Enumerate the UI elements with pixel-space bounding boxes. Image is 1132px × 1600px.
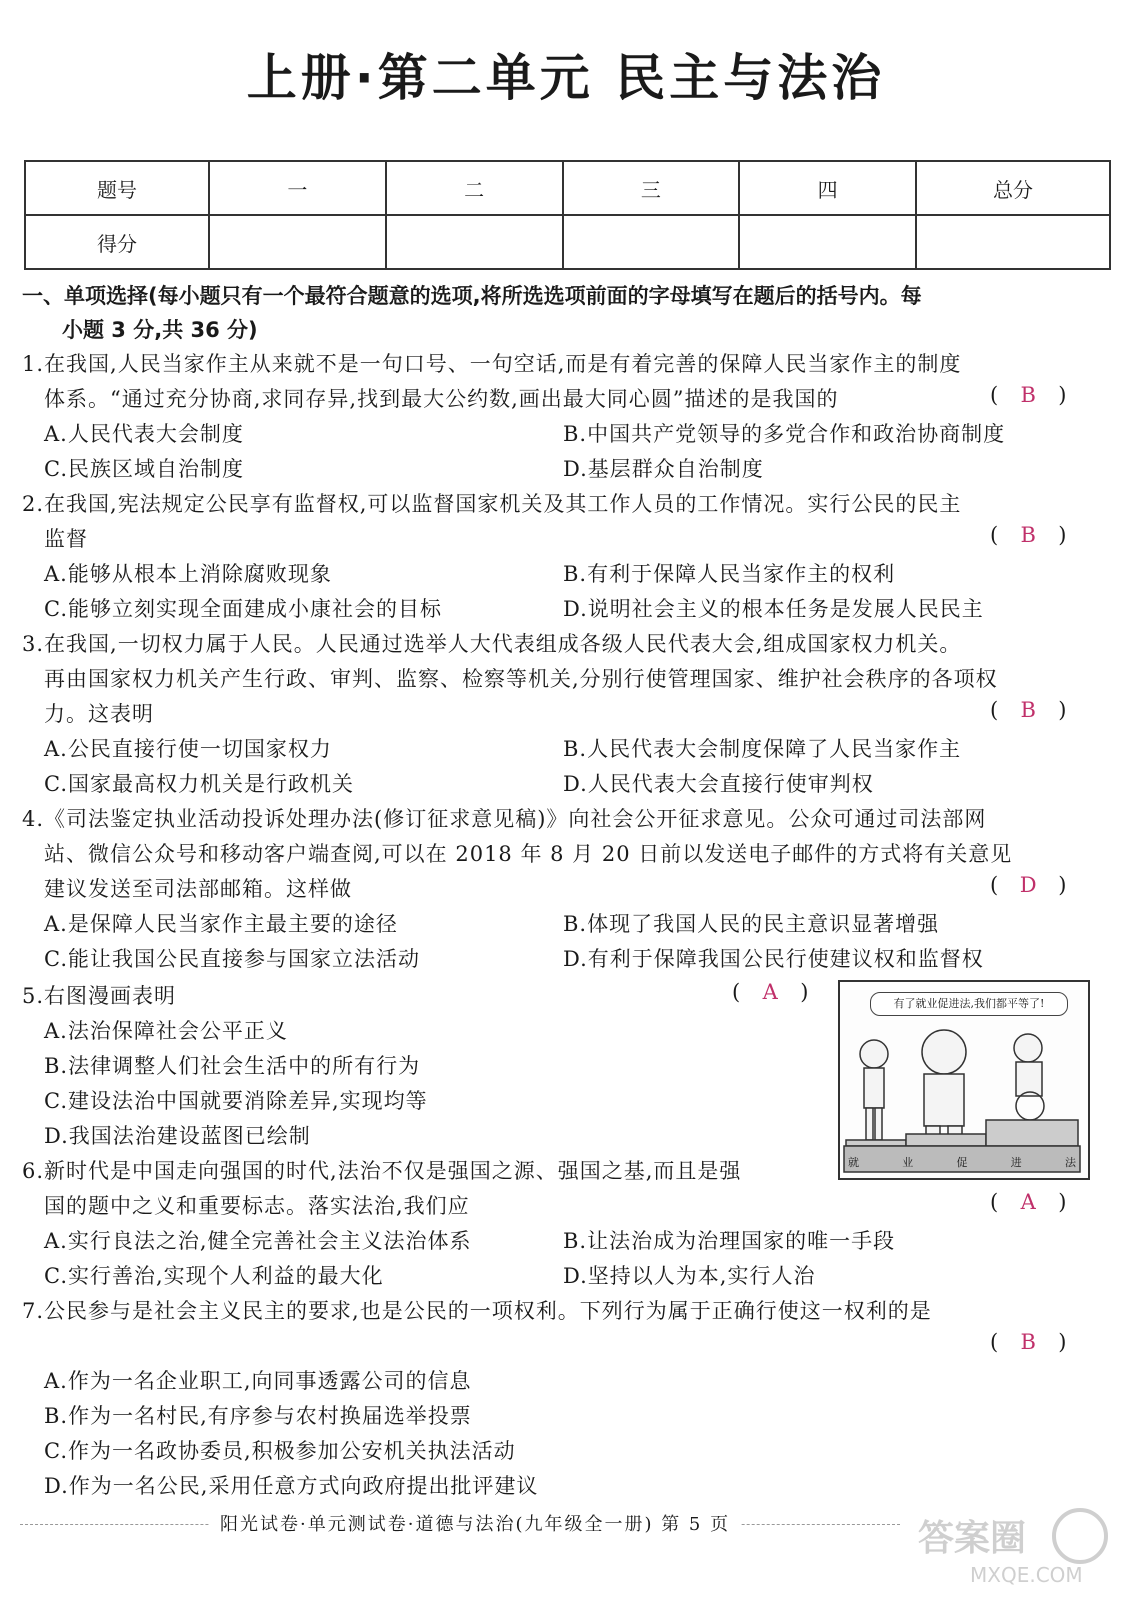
- question-stem: 国的题中之义和重要标志。落实法治,我们应: [44, 1194, 470, 1218]
- svg-text:MXQE.COM: MXQE.COM: [970, 1563, 1083, 1587]
- svg-text:答案圈: 答案圈: [918, 1518, 1027, 1559]
- score-table-header-cell: 二: [386, 161, 563, 215]
- option: C.作为一名政协委员,积极参加公安机关执法活动: [44, 1439, 516, 1463]
- cartoon-drawing: [840, 982, 1084, 1174]
- option: C.建设法治中国就要消除差异,实现均等: [44, 1089, 428, 1113]
- option: D.人民代表大会直接行使审判权: [563, 772, 874, 796]
- option: A.公民直接行使一切国家权力: [44, 737, 332, 761]
- answer-bracket: ( B ): [990, 523, 1067, 547]
- cartoon-image: [838, 980, 1090, 1180]
- answer-letter: B: [1020, 1330, 1036, 1354]
- section-heading: 一、单项选择(每小题只有一个最符合题意的选项,将所选选项前面的字母填写在题后的括号内。每: [22, 284, 922, 308]
- option: D.作为一名公民,采用任意方式向政府提出批评建议: [44, 1474, 539, 1498]
- score-cell[interactable]: [386, 215, 563, 269]
- option: A.是保障人民当家作主最主要的途径: [44, 912, 398, 936]
- score-table: [24, 160, 1111, 270]
- question-stem: 体系。“通过充分协商,求同存异,找到最大公约数,画出最大同心圆”描述的是我国的: [44, 387, 839, 411]
- option: D.有利于保障我国公民行使建议权和监督权: [563, 947, 984, 971]
- score-cell[interactable]: [563, 215, 740, 269]
- option: A.实行良法之治,健全完善社会主义法治体系: [44, 1229, 472, 1253]
- question-stem: 5.右图漫画表明: [22, 984, 177, 1008]
- cartoon-step-label: [848, 1154, 1076, 1170]
- watermark-logo: [910, 1500, 1120, 1590]
- option: C.民族区域自治制度: [44, 457, 244, 481]
- score-table-label-cell: 得分: [25, 215, 209, 269]
- question-stem: 站、微信公众号和移动客户端查阅,可以在 2018 年 8 月 20 日前以发送电子邮件的方式将有关意见: [44, 842, 1013, 866]
- option: B.体现了我国人民的民主意识显著增强: [563, 912, 940, 936]
- question-stem: 3.在我国,一切权力属于人民。人民通过选举人大代表组成各级人民代表大会,组成国家权力机关。: [22, 632, 962, 656]
- score-table-header-cell: 题号: [25, 161, 209, 215]
- cartoon-step-char: 促: [956, 1156, 968, 1169]
- score-cell[interactable]: [739, 215, 916, 269]
- option: D.说明社会主义的根本任务是发展人民民主: [563, 597, 984, 621]
- answer-letter: B: [1020, 698, 1036, 722]
- question-stem: 再由国家权力机关产生行政、审判、监察、检察等机关,分别行使管理国家、维护社会秩序的各项权: [44, 667, 998, 691]
- question-stem: 力。这表明: [44, 702, 154, 726]
- score-cell[interactable]: [209, 215, 386, 269]
- question-stem: 1.在我国,人民当家作主从来就不是一句口号、一句空话,而是有着完善的保障人民当家作主的制度: [22, 352, 962, 376]
- option: B.让法治成为治理国家的唯一手段: [563, 1229, 896, 1253]
- score-table-header-cell: 四: [739, 161, 916, 215]
- option: A.法治保障社会公平正义: [44, 1019, 288, 1043]
- option: C.能让我国公民直接参与国家立法活动: [44, 947, 420, 971]
- answer-bracket: ( D ): [990, 873, 1067, 897]
- cartoon-step-char: 进: [1010, 1156, 1022, 1169]
- answer-bracket: ( B ): [990, 698, 1067, 722]
- section-heading-cont: 小题 3 分,共 36 分): [62, 318, 258, 342]
- option: B.作为一名村民,有序参与农村换届选举投票: [44, 1404, 472, 1428]
- answer-letter: B: [1020, 383, 1036, 407]
- option: C.能够立刻实现全面建成小康社会的目标: [44, 597, 442, 621]
- cartoon-speech-bubble: 有了就业促进法,我们都平等了!: [870, 992, 1068, 1016]
- question-stem: 6.新时代是中国走向强国的时代,法治不仅是强国之源、强国之基,而且是强: [22, 1159, 742, 1183]
- option: D.基层群众自治制度: [563, 457, 764, 481]
- option: B.人民代表大会制度保障了人民当家作主: [563, 737, 962, 761]
- option: B.有利于保障人民当家作主的权利: [563, 562, 896, 586]
- score-table-header-cell: 总分: [916, 161, 1110, 215]
- score-table-header-row: [25, 161, 1110, 215]
- answer-bracket: ( A ): [732, 980, 809, 1004]
- score-table-header-cell: 一: [209, 161, 386, 215]
- answer-bracket: ( A ): [990, 1190, 1067, 1214]
- option: A.作为一名企业职工,向同事透露公司的信息: [44, 1369, 472, 1393]
- option: C.国家最高权力机关是行政机关: [44, 772, 354, 796]
- answer-bracket: ( B ): [990, 383, 1067, 407]
- option: C.实行善治,实现个人利益的最大化: [44, 1264, 384, 1288]
- question-stem: 2.在我国,宪法规定公民享有监督权,可以监督国家机关及其工作人员的工作情况。实行公民的民主: [22, 492, 962, 516]
- answer-letter: A: [1020, 1190, 1036, 1214]
- question-stem: 7.公民参与是社会主义民主的要求,也是公民的一项权利。下列行为属于正确行使这一权利的是: [22, 1299, 932, 1323]
- score-table-header-cell: 三: [563, 161, 740, 215]
- option: A.人民代表大会制度: [44, 422, 244, 446]
- score-cell-total[interactable]: [916, 215, 1110, 269]
- option: D.我国法治建设蓝图已绘制: [44, 1124, 311, 1148]
- answer-letter: A: [762, 980, 778, 1004]
- option: A.能够从根本上消除腐败现象: [44, 562, 332, 586]
- option: B.法律调整人们社会生活中的所有行为: [44, 1054, 421, 1078]
- answer-letter: D: [1019, 873, 1037, 897]
- cartoon-step-char: 业: [902, 1156, 914, 1169]
- answer-bracket: ( B ): [990, 1330, 1067, 1354]
- score-table-score-row: [25, 215, 1110, 269]
- page-footer: 阳光试卷·单元测试卷·道德与法治(九年级全一册) 第 5 页: [210, 1510, 740, 1536]
- question-stem: 4.《司法鉴定执业活动投诉处理办法(修订征求意见稿)》向社会公开征求意见。公众可通过司法部网: [22, 807, 987, 831]
- cartoon-step-char: 法: [1065, 1156, 1076, 1169]
- cartoon-step-char: 就: [848, 1156, 859, 1169]
- option: D.坚持以人为本,实行人治: [563, 1264, 816, 1288]
- page-title: 上册·第二单元 民主与法治: [246, 49, 886, 107]
- question-stem: 监督: [44, 527, 88, 551]
- option: B.中国共产党领导的多党合作和政治协商制度: [563, 422, 1006, 446]
- question-stem: 建议发送至司法部邮箱。这样做: [44, 877, 352, 901]
- answer-letter: B: [1020, 523, 1036, 547]
